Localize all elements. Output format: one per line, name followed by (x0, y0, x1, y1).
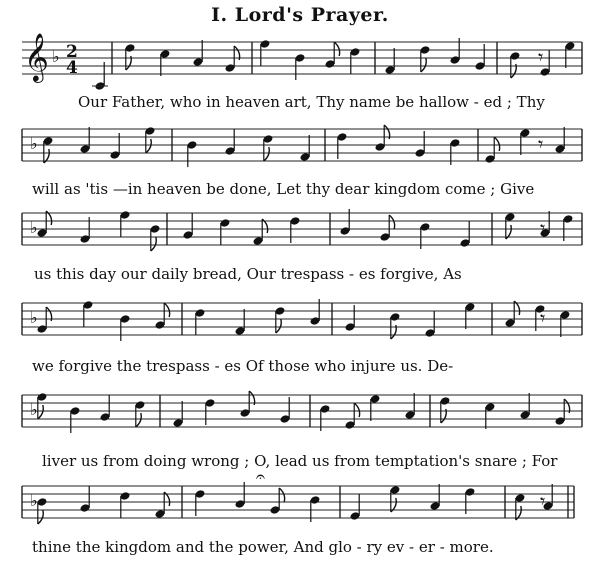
treble-clef-icon: 𝄞 (24, 32, 49, 81)
note-flag (264, 147, 269, 161)
flat-icon: ♭ (30, 491, 38, 510)
time-signature-bottom: 4 (66, 58, 78, 78)
note-flag (389, 215, 394, 229)
note-flag (146, 139, 151, 153)
lyric-line-6: thine the kingdom and the power, And glo - ry ev - er - more. (32, 538, 494, 556)
lyric-line-4: we forgive the trespass - es Of those who injure us. De- (32, 357, 454, 375)
eighth-rest-icon: 𝄾 (540, 216, 546, 240)
flat-icon: ♭ (30, 134, 38, 153)
note-flag (276, 319, 281, 333)
lyric-line-1: Our Father, who in heaven art, Thy name be hallow - ed ; Thy (78, 93, 545, 111)
time-signature-top: 2 (66, 42, 78, 62)
note-flag (279, 488, 284, 502)
eighth-rest-icon: 𝄾 (540, 306, 546, 330)
flat-icon: ♭ (52, 47, 60, 66)
note-flag (494, 137, 499, 151)
note-flag (38, 405, 43, 419)
note-flag (38, 510, 43, 524)
note-flag (354, 403, 359, 417)
eighth-rest-icon: 𝄾 (540, 489, 546, 513)
lyric-line-5: liver us from doing wrong ; O, lead us from temptation's snare ; For (42, 452, 558, 470)
note-flag (151, 237, 156, 251)
flat-icon: ♭ (30, 400, 38, 419)
note-flag (421, 58, 426, 72)
flat-icon: ♭ (30, 218, 38, 237)
lyric-line-2: will as 'tis —in heaven be done, Let thy dear kingdom come ; Give (32, 180, 535, 198)
page-title: I. Lord's Prayer. (211, 4, 389, 26)
note-flag (136, 413, 141, 427)
lyric-line-3: us this day our daily bread, Our trespass - es forgive, As (34, 265, 462, 283)
note-flag (334, 42, 339, 56)
note-flag (164, 303, 169, 317)
eighth-rest-icon: 𝄾 (538, 132, 544, 156)
eighth-rest-icon: 𝄾 (538, 45, 544, 69)
lyrics-layer (32, 93, 558, 556)
fermata-icon: 𝄐 (256, 467, 265, 486)
flat-icon: ♭ (30, 308, 38, 327)
